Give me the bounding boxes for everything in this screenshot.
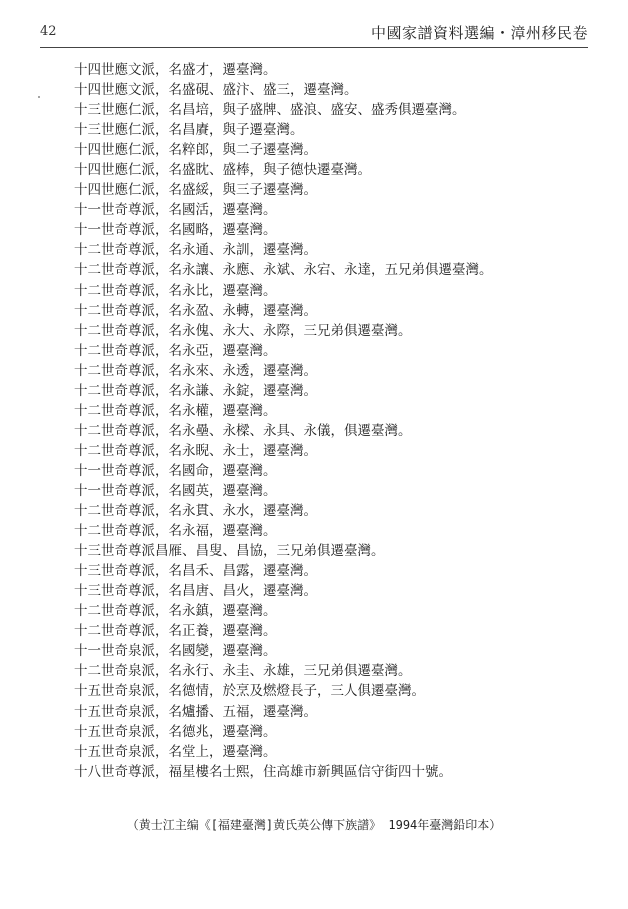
- genealogy-entry: 十二世奇尊派，名永壘、永樑、永具、永儀，俱遷臺灣。: [74, 422, 412, 439]
- genealogy-entry: 十二世奇尊派，名永盈、永轉，遷臺灣。: [74, 302, 317, 319]
- genealogy-entry-list: [74, 60, 594, 782]
- genealogy-entry: 十四世應仁派，名盛眈、盛棒，與子德快遷臺灣。: [74, 162, 371, 179]
- genealogy-entry: 十一世奇尊派，名國命，遷臺灣。: [74, 462, 277, 479]
- page-number: 42: [40, 24, 57, 39]
- genealogy-entry: 十二世奇尊派，名永亞，遷臺灣。: [74, 342, 277, 359]
- genealogy-entry: 十五世奇泉派，名堂上，遷臺灣。: [74, 743, 277, 760]
- genealogy-entry: 十五世奇泉派，名德兆，遷臺灣。: [74, 723, 277, 740]
- genealogy-entry: 十四世應文派，名盛硯、盛汴、盛三，遷臺灣。: [74, 82, 358, 99]
- genealogy-entry: 十二世奇尊派，名永傀、永大、永際，三兄弟俱遷臺灣。: [74, 322, 412, 339]
- genealogy-entry: 十三世奇尊派昌雁、昌叟、昌協，三兄弟俱遷臺灣。: [74, 543, 385, 560]
- genealogy-entry: 十八世奇尊派，福星樓名士熙，住高雄市新興區信守街四十號。: [74, 763, 452, 780]
- genealogy-entry: 十二世奇尊派，名永貫、永水，遷臺灣。: [74, 503, 317, 520]
- genealogy-entry: 十二世奇尊派，名永通、永訓，遷臺灣。: [74, 242, 317, 259]
- genealogy-entry: 十三世應仁派，名昌賡，與子遷臺灣。: [74, 122, 304, 139]
- genealogy-entry: 十二世奇尊派，名永比，遷臺灣。: [74, 282, 277, 299]
- genealogy-entry: 十四世應仁派，名盛綏，與三子遷臺灣。: [74, 182, 317, 199]
- genealogy-entry: 十一世奇尊派，名國活，遷臺灣。: [74, 202, 277, 219]
- genealogy-entry: 十二世奇尊派，名永讓、永應、永斌、永宕、永達，五兄弟俱遷臺灣。: [74, 262, 493, 279]
- genealogy-entry: 十四世應仁派，名粹郎，與二子遷臺灣。: [74, 142, 317, 159]
- genealogy-entry: 十五世奇泉派，名德情，於烹及燃燈長子，三人俱遷臺灣。: [74, 683, 425, 700]
- header-rule: [40, 47, 588, 48]
- genealogy-entry: 十一世奇尊派，名國英，遷臺灣。: [74, 482, 277, 499]
- genealogy-entry: 十二世奇尊派，名永福，遷臺灣。: [74, 523, 277, 540]
- genealogy-entry: 十三世奇尊派，名昌唐、昌火，遷臺灣。: [74, 583, 317, 600]
- genealogy-entry: 十二世奇尊派，名永睨、永士，遷臺灣。: [74, 442, 317, 459]
- genealogy-entry: 十一世奇尊派，名國略，遷臺灣。: [74, 222, 277, 239]
- genealogy-entry: 十二世奇尊派，名永權，遷臺灣。: [74, 402, 277, 419]
- page-header: [40, 20, 588, 46]
- running-title: 中國家譜資料選編・漳州移民卷: [370, 24, 588, 42]
- genealogy-entry: 十四世應文派，名盛才，遷臺灣。: [74, 62, 277, 78]
- genealogy-entry: 十二世奇尊派，名永來、永透，遷臺灣。: [74, 362, 317, 379]
- genealogy-entry: 十二世奇尊派，名永謙、永錠，遷臺灣。: [74, 382, 317, 399]
- source-citation: （黄士江主编《[福建臺灣]黄氏英公傳下族譜》 1994年臺灣鉛印本）: [126, 818, 502, 832]
- genealogy-entry: 十二世奇泉派，名永行、永圭、永雄，三兄弟俱遷臺灣。: [74, 663, 412, 680]
- genealogy-entry: 十三世應仁派，名昌培，與子盛牌、盛浪、盛安、盛秀俱遷臺灣。: [74, 102, 466, 119]
- genealogy-entry: 十三世奇尊派，名昌禾、昌露，遷臺灣。: [74, 563, 317, 580]
- genealogy-entry: 十一世奇泉派，名國變，遷臺灣。: [74, 643, 277, 660]
- genealogy-entry: 十五世奇泉派，名爐播、五福，遷臺灣。: [74, 703, 317, 720]
- genealogy-entry: 十二世奇尊派，名正養，遷臺灣。: [74, 623, 277, 640]
- genealogy-entry: 十二世奇尊派，名永鎮，遷臺灣。: [74, 603, 277, 620]
- scan-speck: [38, 96, 40, 98]
